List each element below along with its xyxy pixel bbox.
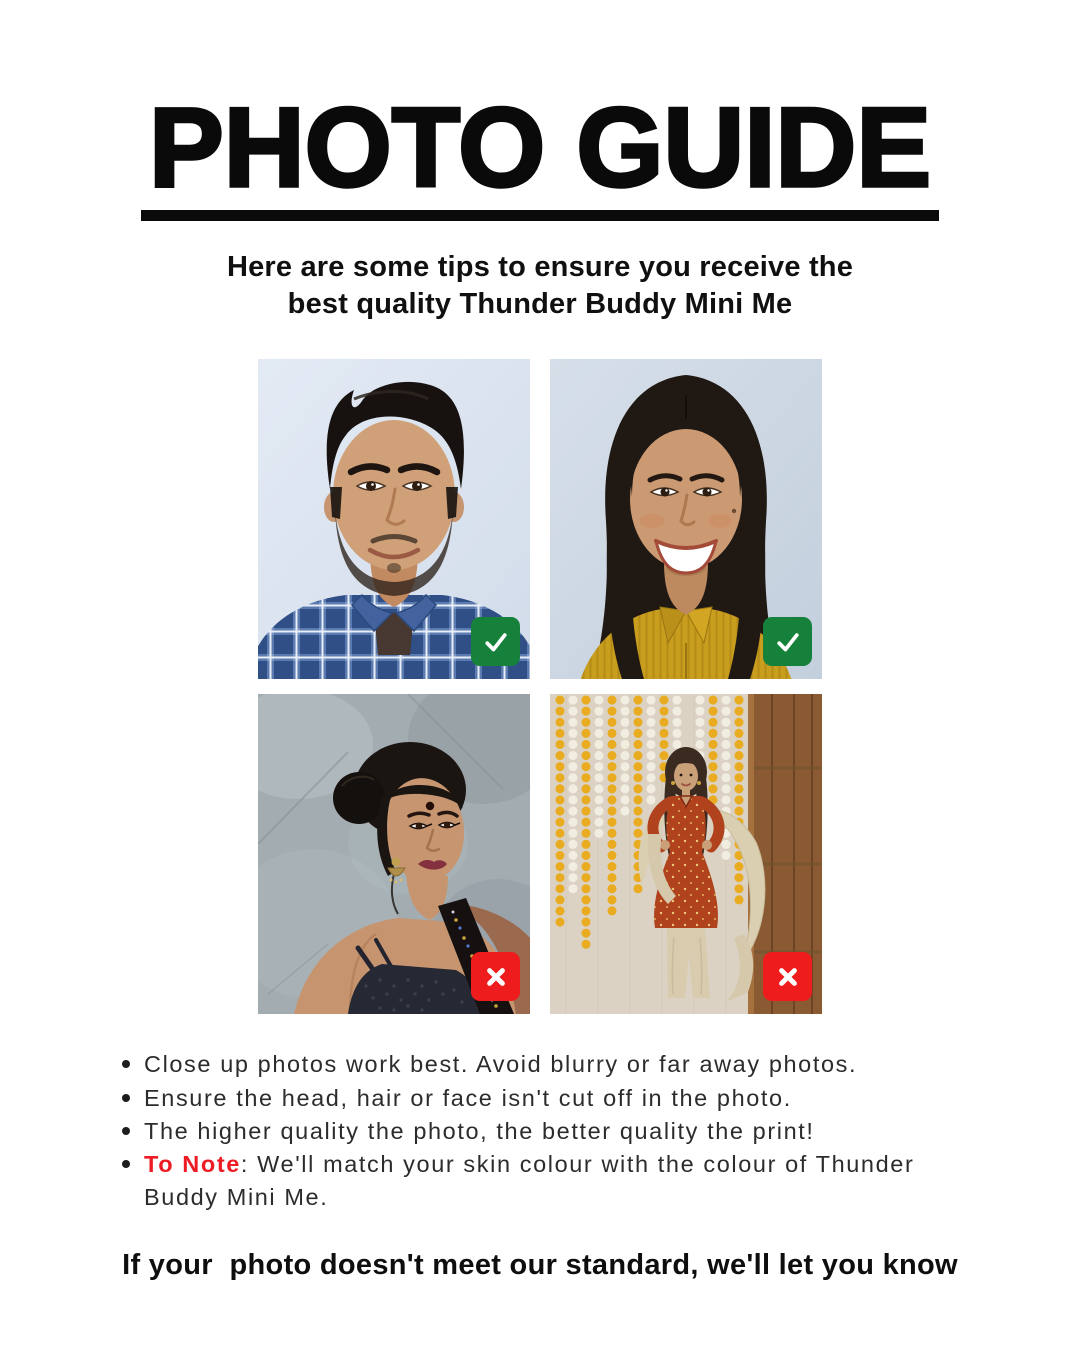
subtitle — [0, 249, 1080, 323]
x-icon — [774, 963, 802, 991]
x-icon — [482, 963, 510, 991]
photo-example-good-woman — [550, 359, 822, 679]
photo-example-bad-far-away — [550, 694, 822, 1014]
tip-item-skin-colour-note — [122, 1148, 982, 1213]
header — [0, 0, 1080, 323]
photo-example-bad-saree — [258, 694, 530, 1014]
tip-item-close-up — [122, 1048, 982, 1080]
tip-item-head-not-cut-off — [122, 1082, 982, 1114]
photo-example-good-man — [258, 359, 530, 679]
check-icon — [481, 627, 511, 657]
footer-note: If your photo doesn't meet our standard, we'll let you know — [122, 1249, 958, 1282]
subtitle-line-1: Here are some tips to ensure you receive the — [226, 251, 854, 283]
photo-example-grid — [258, 359, 822, 1014]
tip-text: The higher quality the photo, the better quality the print! — [144, 1118, 815, 1145]
bullet-icon — [122, 1094, 130, 1102]
rejected-badge — [471, 952, 520, 1001]
subtitle-line-2: best quality Thunder Buddy Mini Me — [287, 288, 793, 321]
note-text: : We'll match your skin colour with the colour of Thunder Buddy Mini Me. — [144, 1151, 915, 1210]
bullet-icon — [122, 1127, 130, 1135]
tip-text — [144, 1148, 982, 1213]
tip-text: Close up photos work best. Avoid blurry or far away photos. — [144, 1051, 858, 1078]
check-icon — [773, 627, 803, 657]
bullet-icon — [122, 1160, 130, 1168]
approved-badge — [471, 617, 520, 666]
tips-list — [122, 1048, 982, 1213]
tip-item-higher-quality — [122, 1115, 982, 1147]
bullet-icon — [122, 1060, 130, 1068]
approved-badge — [763, 617, 812, 666]
page-title: PHOTO GUIDE — [141, 92, 939, 221]
note-label: To Note — [144, 1151, 241, 1178]
rejected-badge — [763, 952, 812, 1001]
tip-text: Ensure the head, hair or face isn't cut off in the photo. — [144, 1084, 792, 1111]
